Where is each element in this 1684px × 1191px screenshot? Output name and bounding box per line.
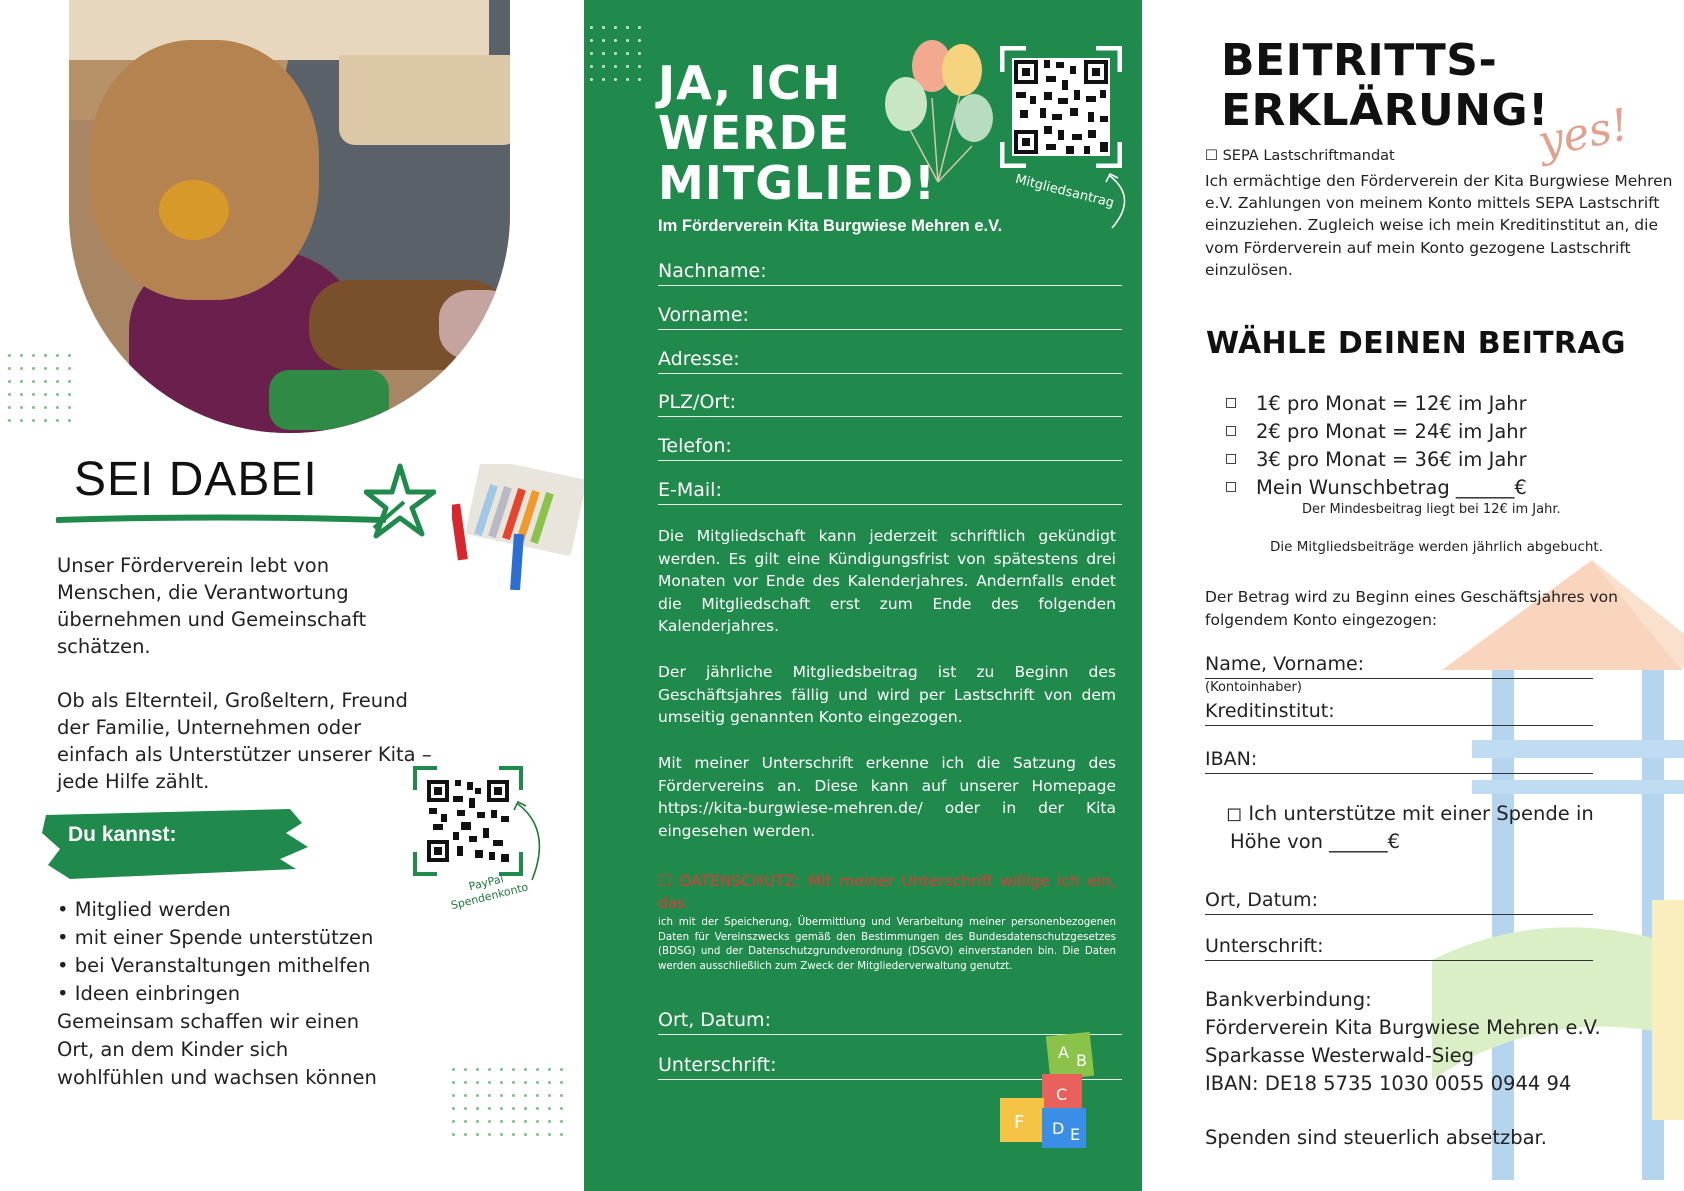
- beitrag-option-2[interactable]: 2€ pro Monat = 24€ im Jahr: [1226, 419, 1527, 445]
- iban-field[interactable]: IBAN:: [1205, 746, 1593, 774]
- beitrag-paragraph: Der jährliche Mitgliedsbeitrag ist zu Beginn des Geschäftsjahres fällig und wird per Lastschrift von dem umseitig genannten Konto eingezogen.: [658, 663, 1116, 726]
- curved-arrow-icon: [1104, 172, 1134, 232]
- curved-arrow-icon: [512, 800, 552, 890]
- dot-pattern-decoration: [8, 354, 71, 422]
- checkbox[interactable]: [1226, 482, 1236, 492]
- qr-label: Mitgliedsantrag: [1013, 171, 1116, 212]
- svg-text:A: A: [1058, 1043, 1069, 1062]
- svg-text:E: E: [1070, 1125, 1081, 1144]
- svg-text:F: F: [1014, 1112, 1025, 1133]
- dot-pattern-decoration: [452, 1068, 563, 1136]
- beitrag-option-1[interactable]: 1€ pro Monat = 12€ im Jahr: [1226, 391, 1527, 417]
- closing-text: Gemeinsam schaffen wir einen Ort, an dem Kinder sich wohlfühlen und wachsen können: [57, 1010, 377, 1089]
- intro-paragraph-2: Ob als Elternteil, Großeltern, Freund der Familie, Unternehmen oder einfach als Unterstützer unserer Kita – jede Hilfe zählt.: [57, 689, 432, 793]
- steuer-note: Spenden sind steuerlich absetzbar.: [1205, 1126, 1547, 1149]
- plz-ort-field[interactable]: PLZ/Ort:: [658, 389, 1122, 417]
- ort-datum-field[interactable]: Ort, Datum:: [658, 1007, 1122, 1035]
- datenschutz-checkbox[interactable]: ☐ DATENSCHUTZ: Mit meiner Unterschrift willige ich ein, das: [658, 872, 1116, 912]
- paypal-qr-code[interactable]: [413, 766, 523, 876]
- sepa-mandate-text: Ich ermächtige den Förderverein der Kita Burgwiese Mehren e.V. Zahlungen von meinem Konto mittels SEPA Lastschrift einzuziehen. Zugleich weise ich mein Kreditinstitut an, die vom Förderverein auf mein Konto gezogene Lastschrift einzulösen.: [1205, 172, 1673, 279]
- mindestbeitrag-note: Der Mindesbeitrag liegt bei 12€ im Jahr.: [1302, 502, 1561, 517]
- kontoinhaber-note: (Kontoinhaber): [1205, 680, 1302, 695]
- list-item: • Ideen einbringen: [57, 982, 241, 1005]
- intro-paragraph-1: Unser Förderverein lebt von Menschen, die Verantwortung übernehmen und Gemeinschaft schätzen.: [57, 554, 367, 658]
- membership-heading: JA, ICH WERDE MITGLIED!: [658, 56, 937, 210]
- satzung-paragraph: Mit meiner Unterschrift erkenne ich die Satzung des Fördervereins an. Diese kann auf unserer Homepage https://kita-burgwiese-mehren.de/ oder in der Kita eingesehen werden.: [658, 754, 1116, 840]
- kreditinstitut-field[interactable]: Kreditinstitut:: [1205, 698, 1593, 726]
- membership-subtitle: Im Förderverein Kita Burgwiese Mehren e.V.: [658, 217, 1003, 235]
- beitritt-heading: BEITRITTS- ERKLÄRUNG!: [1221, 35, 1549, 136]
- abc-blocks-icon: [996, 1028, 1096, 1150]
- left-panel: [0, 0, 584, 1191]
- betrag-einzug-text: Der Betrag wird zu Beginn eines Geschäftsjahres von folgendem Konto eingezogen:: [1205, 588, 1618, 629]
- adresse-field[interactable]: Adresse:: [658, 346, 1122, 374]
- ort-datum-field[interactable]: Ort, Datum:: [1205, 887, 1593, 915]
- beitrag-option-wunsch[interactable]: Mein Wunschbetrag ______€: [1226, 475, 1527, 501]
- balloons-icon: [876, 36, 996, 186]
- beitritt-panel: [1142, 0, 1684, 1191]
- email-field[interactable]: E-Mail:: [658, 477, 1122, 505]
- brush-underline: [56, 512, 386, 526]
- list-item: • mit einer Spende unterstützen: [57, 926, 374, 949]
- star-doodle-icon: [364, 462, 436, 540]
- yes-handwriting: yes!: [1533, 99, 1634, 168]
- unterschrift-field[interactable]: Unterschrift:: [1205, 933, 1593, 961]
- name-vorname-field[interactable]: Name, Vorname:: [1205, 651, 1593, 679]
- beitrag-option-3[interactable]: 3€ pro Monat = 36€ im Jahr: [1226, 447, 1527, 473]
- checkbox[interactable]: [1226, 398, 1236, 408]
- dot-pattern-decoration: [590, 26, 641, 81]
- crayons-icon: [452, 464, 584, 590]
- membership-qr-code[interactable]: [1000, 46, 1122, 168]
- child-playing-photo: [69, 0, 510, 433]
- abbuchung-note: Die Mitgliedsbeiträge werden jährlich abgebucht.: [1270, 539, 1604, 555]
- svg-text:B: B: [1076, 1051, 1087, 1070]
- sepa-checkbox[interactable]: ☐ SEPA Lastschriftmandat: [1205, 148, 1395, 164]
- unterschrift-field[interactable]: Unterschrift:: [658, 1052, 1122, 1080]
- du-kannst-list: [57, 896, 387, 1092]
- telefon-field[interactable]: Telefon:: [658, 433, 1122, 461]
- list-item: • bei Veranstaltungen mithelfen: [57, 954, 371, 977]
- checkbox[interactable]: [1226, 454, 1236, 464]
- svg-text:C: C: [1056, 1085, 1068, 1104]
- svg-text:D: D: [1052, 1119, 1065, 1138]
- waehle-beitrag-heading: WÄHLE DEINEN BEITRAG: [1206, 326, 1626, 361]
- bankverbindung: Bankverbindung: Förderverein Kita Burgwiese Mehren e.V. Sparkasse Westerwald-Sieg IBAN: DE18 5735 1030 0055 0944 94: [1205, 988, 1601, 1095]
- list-item: • Mitglied werden: [57, 898, 231, 921]
- spende-option[interactable]: ◻ Ich unterstütze mit einer Spende in Höhe von ______€: [1226, 802, 1594, 853]
- nachname-field[interactable]: Nachname:: [658, 258, 1122, 286]
- sei-dabei-heading: SEI DABEI: [74, 453, 318, 506]
- checkbox[interactable]: [1226, 426, 1236, 436]
- membership-form-panel: [584, 0, 1142, 1191]
- vorname-field[interactable]: Vorname:: [658, 302, 1122, 330]
- datenschutz-text: ich mit der Speicherung, Übermittlung und Verarbeitung meiner personenbezogenen Daten für Vereinszwecks gemäß den Bestimmungen des Bundesdatenschutzgesetzes (BDSG) und der Datenschutzgrundverordnung (DSGVO) einverstanden bin. Die Daten werden ausschließlich zum Zweck der Mitgliederverwaltung genutzt.: [658, 916, 1116, 972]
- paypal-label: PayPal Spendenkonto: [449, 872, 530, 913]
- kuendigung-paragraph: Die Mitgliedschaft kann jederzeit schriftlich gekündigt werden. Es gilt eine Kündigungsfrist von spätestens drei Monaten vor Ende des Kalenderjahres. Andernfalls endet die Mitgliedschaft erst zum Ende des folgenden Kalenderjahres.: [658, 527, 1116, 635]
- du-kannst-label: Du kannst:: [68, 823, 177, 846]
